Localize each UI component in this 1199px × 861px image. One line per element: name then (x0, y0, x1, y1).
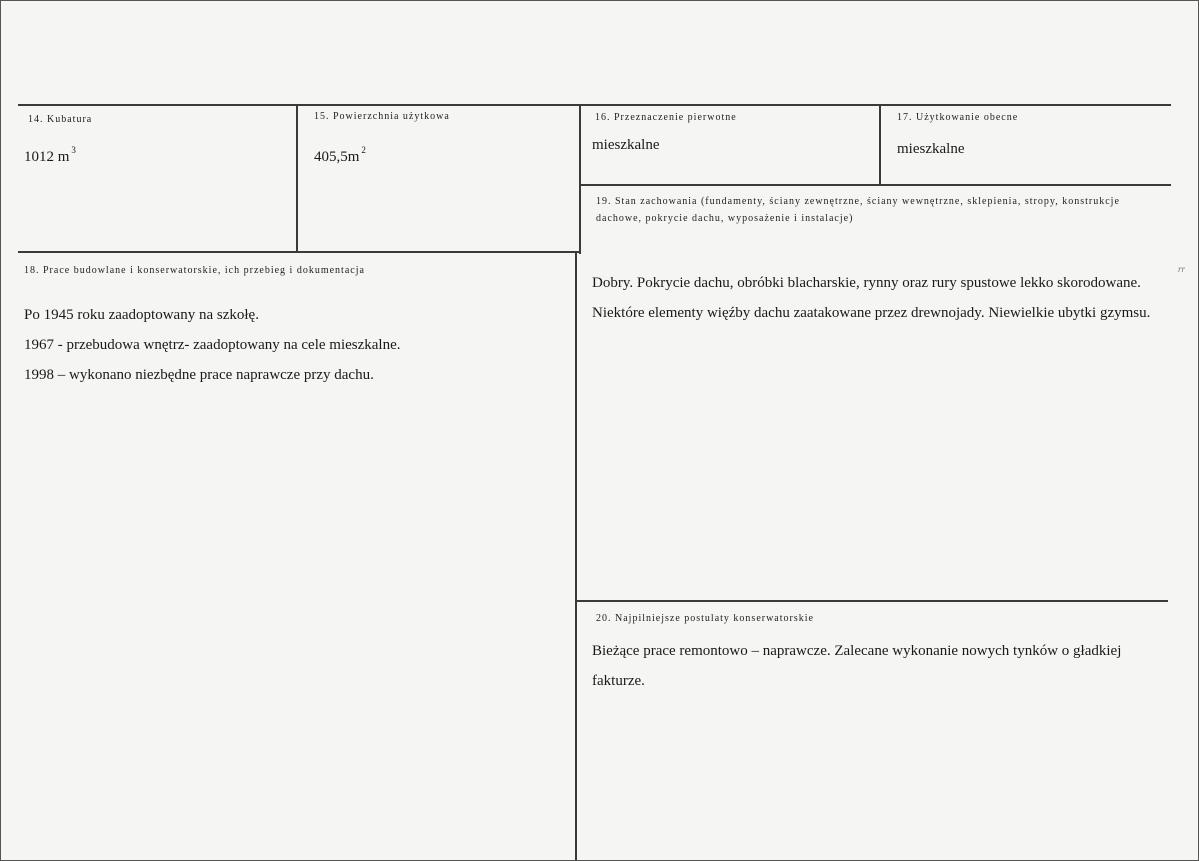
kubatura-label: 14. Kubatura (28, 114, 93, 125)
margin-mark: rr (1178, 264, 1186, 274)
kubatura-unit-exponent: 3 (71, 145, 76, 155)
postulaty-text: Bieżące prace remontowo – naprawcze. Zalecane wykonanie nowych tynków o gładkiej fakturze. (592, 643, 1122, 689)
rule-below-16-17 (580, 184, 1171, 186)
stan-text: Dobry. Pokrycie dachu, obróbki blacharskie, rynny oraz rury spustowe lekko skorodowane. Niektóre elementy więźby dachu zaatakowane przez drewnojady. Niewielkie ubytki gzymsu. (592, 275, 1151, 321)
kubatura-number: 1012 m (24, 149, 70, 165)
uzytkowanie-value: mieszkalne (897, 141, 965, 157)
prace-line: 1967 - przebudowa wnętrz- zaadoptowany na cele mieszkalne. (24, 337, 401, 353)
prace-line: Po 1945 roku zaadoptowany na szkołę. (24, 307, 259, 323)
przeznaczenie-label: 16. Przeznaczenie pierwotne (595, 112, 737, 123)
top-rule (18, 104, 1171, 106)
postulaty-label: 20. Najpilniejsze postulaty konserwatorskie (596, 613, 814, 624)
powierzchnia-number: 405,5m (314, 149, 360, 165)
prace-line: 1998 – wykonano niezbędne prace naprawcze przy dachu. (24, 367, 374, 383)
divider-center (579, 104, 581, 254)
prace-list (24, 300, 564, 390)
divider-center-lower (575, 252, 577, 860)
uzytkowanie-label: 17. Użytkowanie obecne (897, 112, 1019, 123)
powierzchnia-label: 15. Powierzchnia użytkowa (314, 111, 450, 122)
divider-14-15 (296, 104, 298, 252)
stan-label: 19. Stan zachowania (fundamenty, ściany zewnętrzne, ściany wewnętrzne, sklepienia, stropy, konstrukcje dachowe, pokrycie dachu, wyposażenie i instalacje) (596, 196, 1120, 224)
prace-label: 18. Prace budowlane i konserwatorskie, ich przebieg i dokumentacja (24, 265, 365, 276)
divider-16-17 (879, 104, 881, 185)
powierzchnia-value (314, 147, 366, 166)
rule-below-14-15 (18, 251, 580, 253)
przeznaczenie-value: mieszkalne (592, 137, 660, 153)
powierzchnia-unit-exponent: 2 (361, 145, 366, 155)
rule-above-20 (577, 600, 1168, 602)
kubatura-value (24, 147, 76, 166)
